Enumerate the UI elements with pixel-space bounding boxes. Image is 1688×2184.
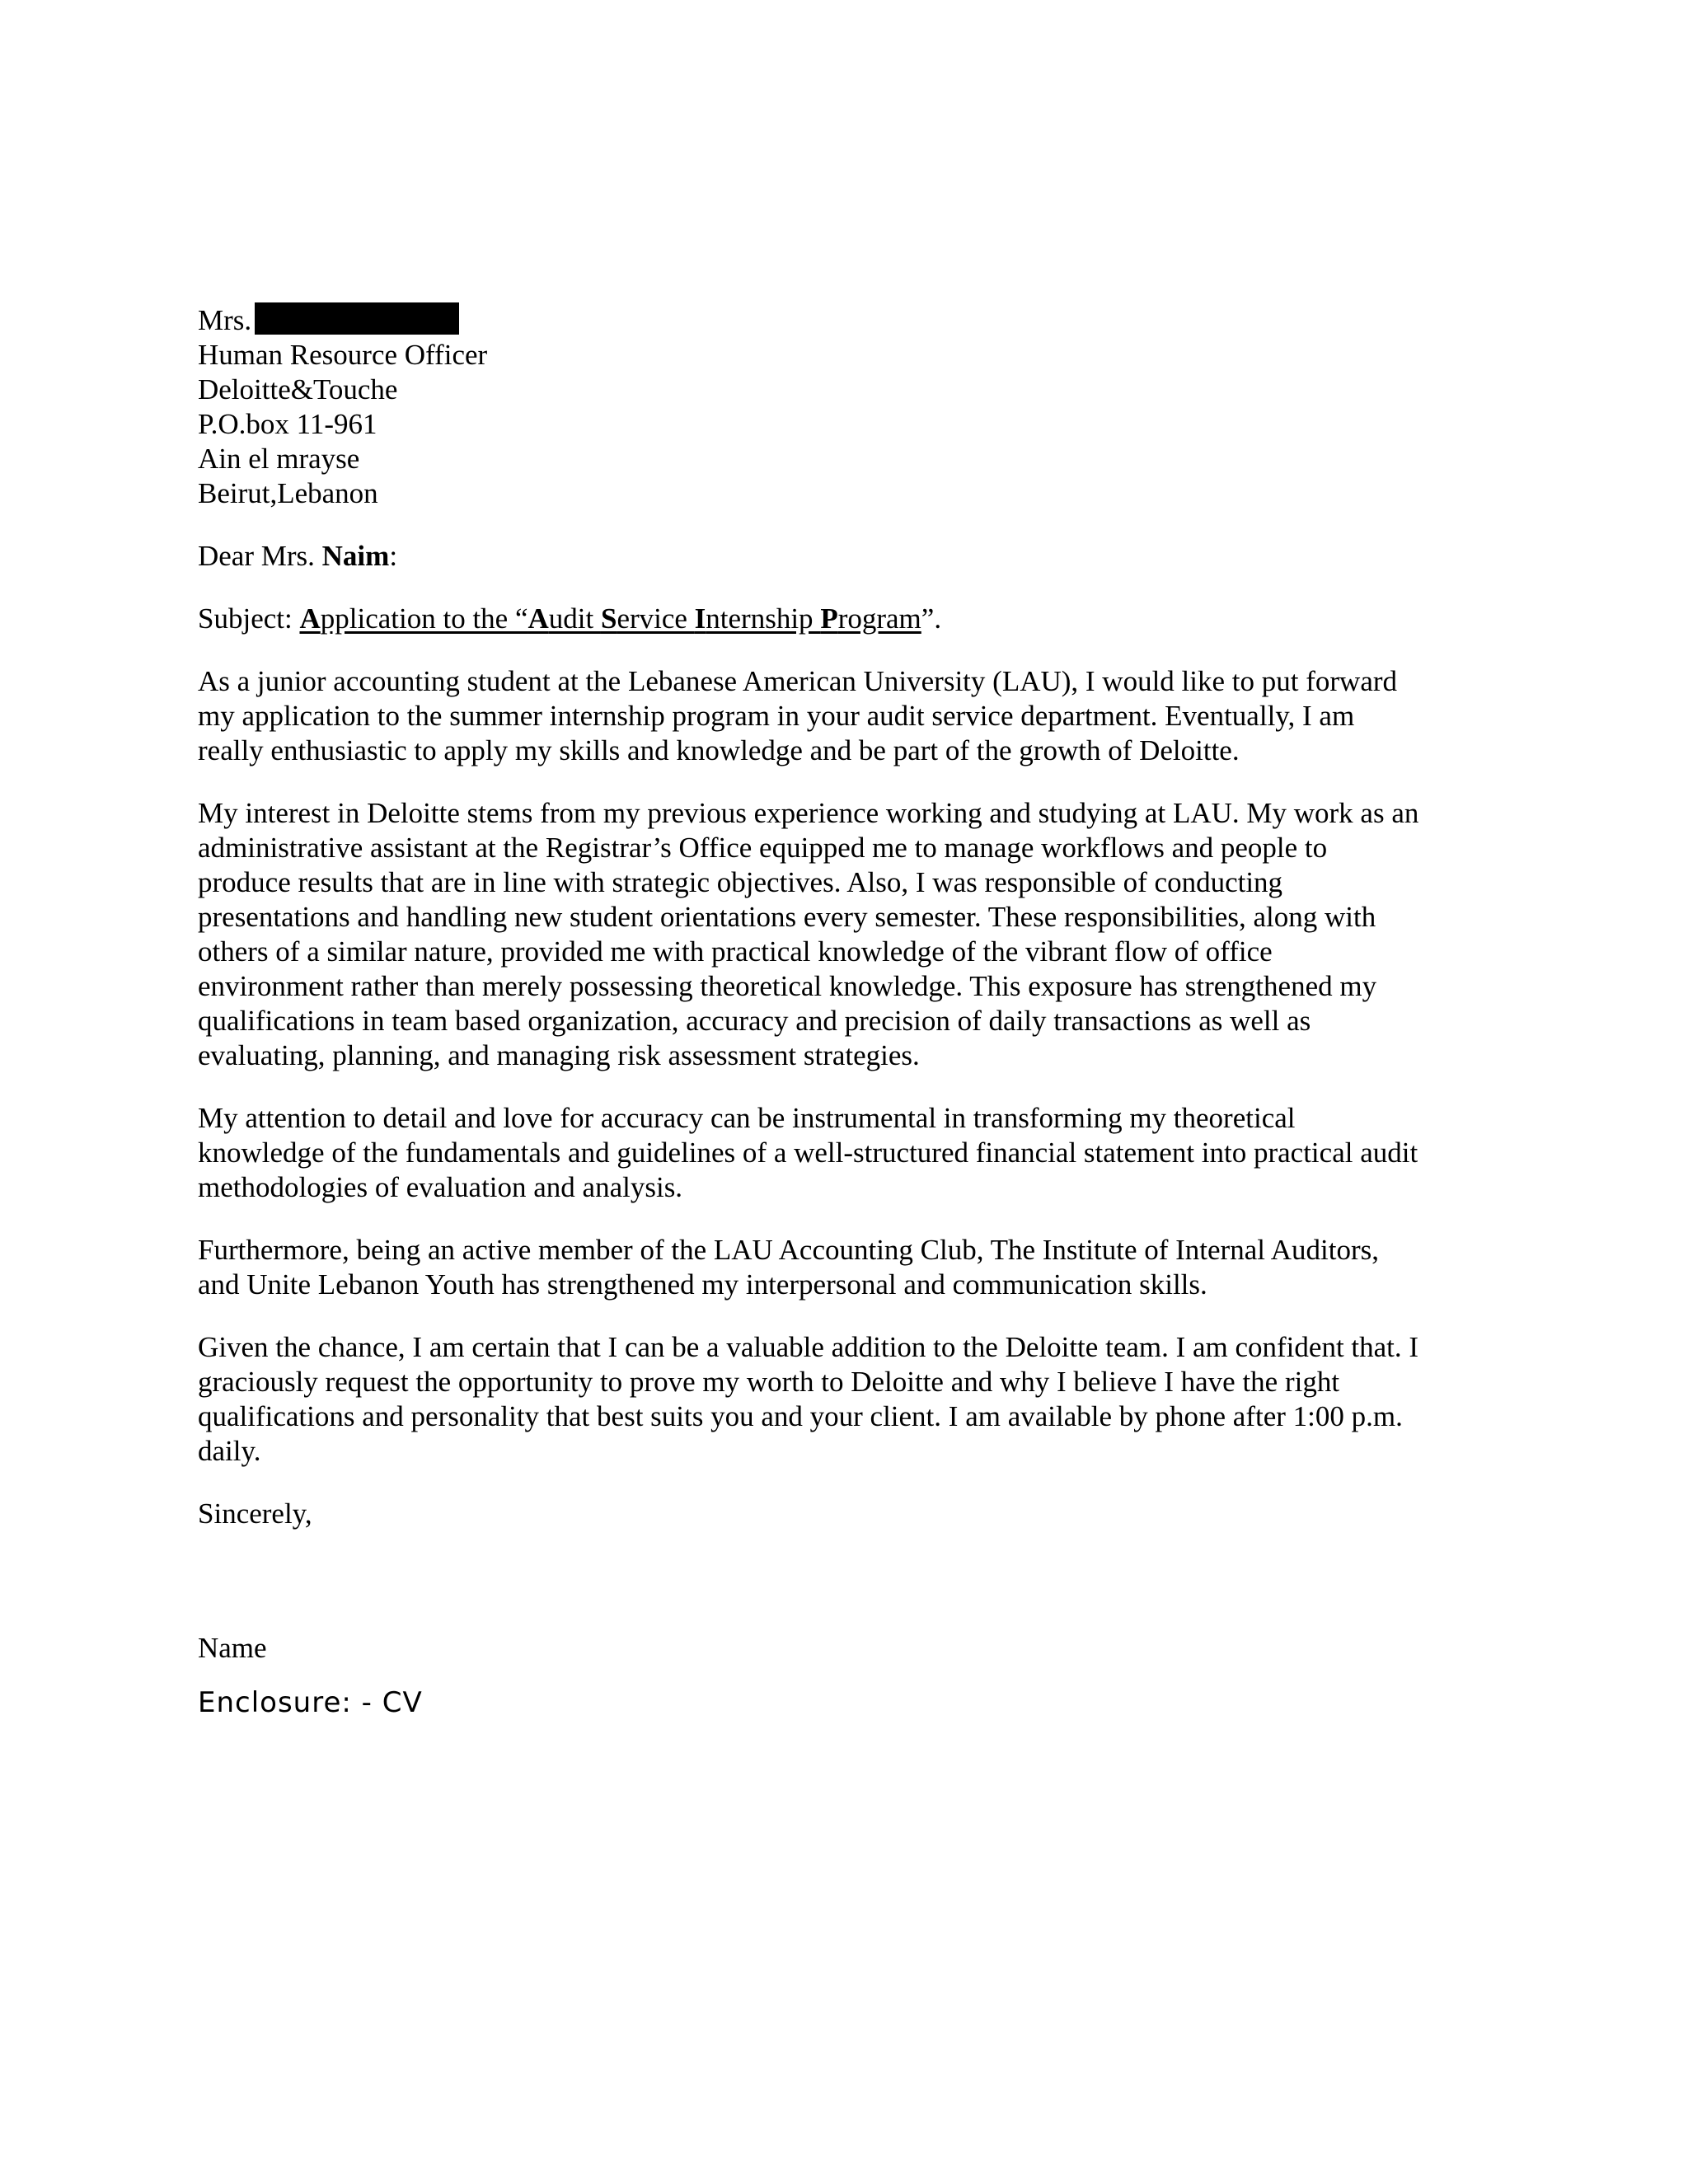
cover-letter <box>198 302 1484 1720</box>
subject-initial-p: P <box>820 602 838 635</box>
body-paragraph-1: As a junior accounting student at the Lebanese American University (LAU), I would like to put forward my application to the summer internship program in your audit service department. Eventually, I am really enthusiastic to apply my skills and knowledge and be part of the growth of Deloitte. <box>198 665 1398 766</box>
recipient-city: Beirut,Lebanon <box>198 477 378 509</box>
subject-part: rogram <box>837 602 921 635</box>
salutation-suffix: : <box>389 540 398 572</box>
body-paragraph-5: Given the chance, I am certain that I can be a valuable addition to the Deloitte team. I am confident that. I graciously request the opportunity to prove my worth to Deloitte and why I believe I have the right qualifications and personality that best suits you and your client. I am available by phone after 1:00 p.m. daily. <box>198 1331 1419 1467</box>
subject-initial-a: A <box>299 602 321 635</box>
subject-end: ”. <box>921 602 942 635</box>
body-paragraph-2: My interest in Deloitte stems from my previous experience working and studying at LAU. My work as an administrative assistant at the Registrar’s Office equipped me to manage workflows and people to produce results that are in line with strategic objectives. Also, I was responsible of conducting presentations and handling new student orientations every semester. These responsibilities, along with others of a similar nature, provided me with practical knowledge of the vibrant flow of office environment rather than merely possessing theoretical knowledge. This exposure has strengthened my qualifications in team based organization, accuracy and precision of daily transactions as well as evaluating, planning, and managing risk assessment strategies. <box>198 797 1419 1071</box>
subject-part: pplication to the “ <box>320 602 528 635</box>
salutation-prefix: Dear Mrs. <box>198 540 322 572</box>
body-paragraph-3: My attention to detail and love for accuracy can be instrumental in transforming my theoretical knowledge of the fundamentals and guidelines of a well-structured financial statement into practical audit methodologies of evaluation and analysis. <box>198 1102 1418 1203</box>
closing: Sincerely, <box>198 1497 312 1530</box>
redacted-name-box <box>255 302 459 335</box>
subject-line <box>198 602 1484 636</box>
recipient-pobox: P.O.box 11-961 <box>198 408 377 440</box>
enclosure-line: Enclosure: - CV <box>198 1686 423 1719</box>
recipient-title-line <box>198 302 1484 338</box>
subject-part: ervice <box>617 602 695 635</box>
recipient-address-block <box>198 302 1484 511</box>
salutation <box>198 539 1484 574</box>
subject-title <box>299 602 921 635</box>
subject-initial-i: I <box>694 602 706 635</box>
subject-part: nternship <box>706 602 821 635</box>
subject-part: udit <box>548 602 601 635</box>
recipient-title: Mrs. <box>198 304 252 336</box>
signature-name: Name <box>198 1632 267 1664</box>
recipient-area: Ain el mrayse <box>198 443 360 475</box>
recipient-company: Deloitte&Touche <box>198 373 398 405</box>
salutation-name: Naim <box>321 540 390 572</box>
subject-label: Subject: <box>198 602 300 635</box>
recipient-role: Human Resource Officer <box>198 339 488 371</box>
subject-initial-s: S <box>600 602 617 635</box>
subject-initial-a2: A <box>528 602 549 635</box>
body-paragraph-4: Furthermore, being an active member of the LAU Accounting Club, The Institute of Internal Auditors, and Unite Lebanon Youth has strengthened my interpersonal and communication skills. <box>198 1234 1380 1301</box>
